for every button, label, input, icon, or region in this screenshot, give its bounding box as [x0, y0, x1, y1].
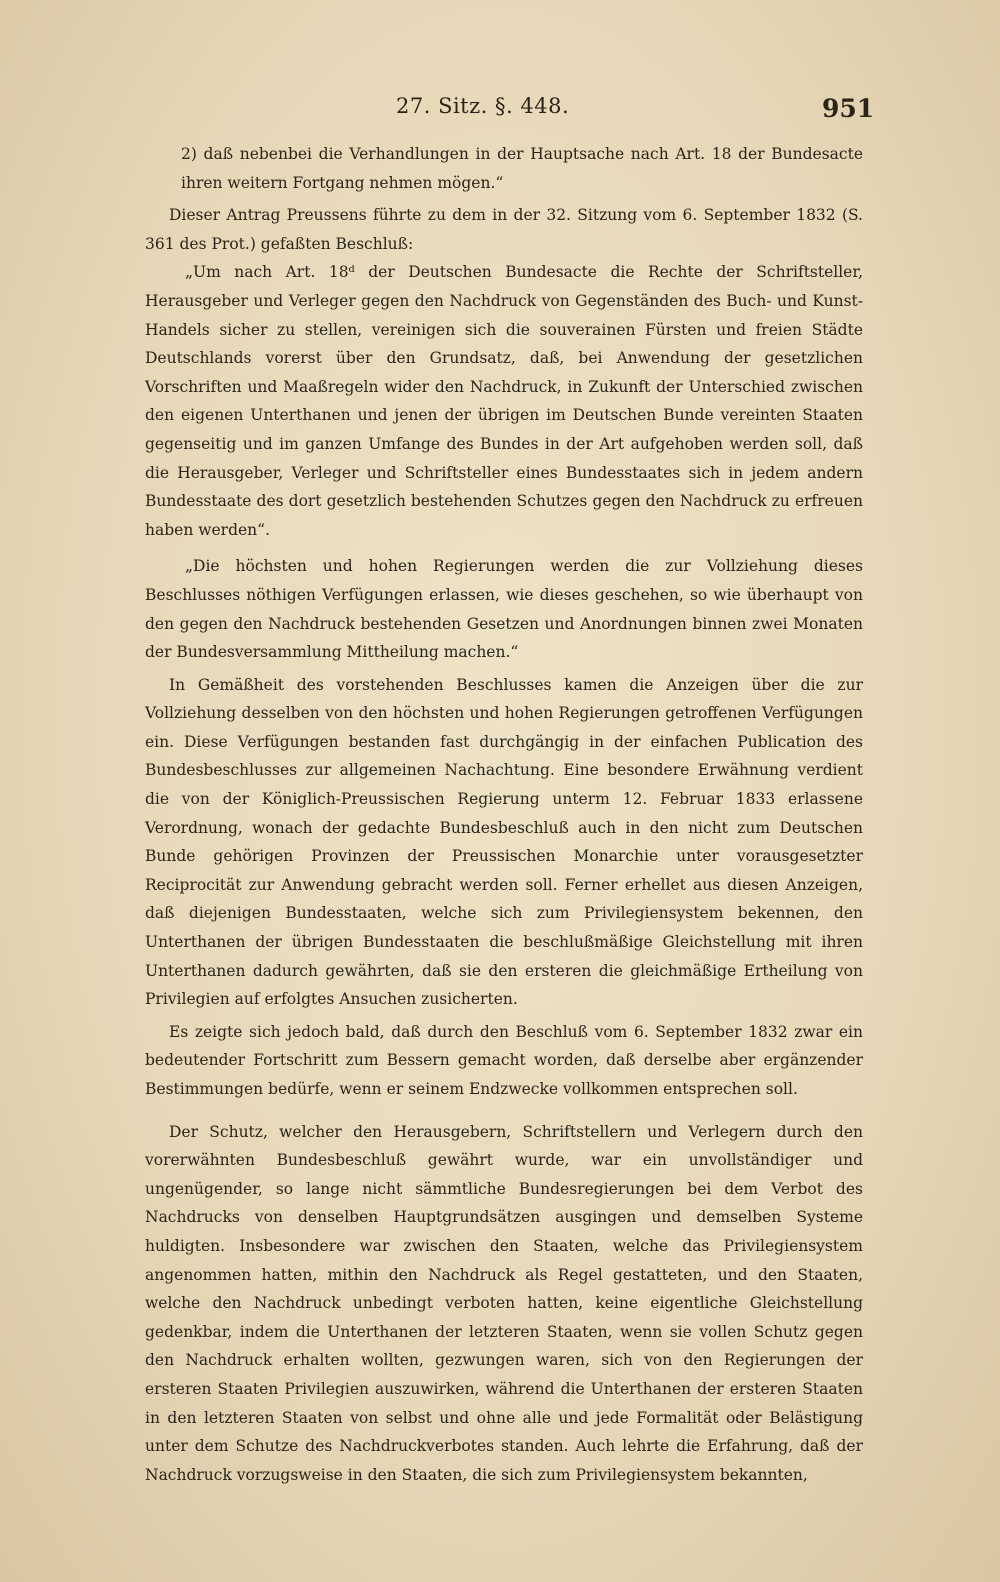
quoted-resolution-1: „Um nach Art. 18ᵈ der Deutschen Bundesacte die Rechte der Schriftsteller, Herausgeber und Verleger gegen den Nachdruck von Gegenständen des Buch- und Kunst-Handels sicher zu stellen, vereinigen sich die souverainen Fürsten und freien Städte Deutschlands vorerst über den Grundsatz, daß, bei Anwendung der gesetzlichen Vorschriften und Maaßregeln wider den Nachdruck, in Zukunft der Unterschied zwischen den eigenen Unterthanen und jenen der übrigen im Deutschen Bunde vereinten Staaten gegenseitig und im ganzen Umfange des Bundes in der Art aufgehoben werden soll, daß die Herausgeber, Verleger und Schriftsteller eines Bundesstaates sich in jedem andern Bundesstaate des dort gesetzlich bestehenden Schutzes gegen den Nachdruck zu erfreuen haben werden“. [145, 263, 863, 539]
paragraph-der-schutz: Der Schutz, welcher den Herausgebern, Schriftstellern und Verlegern durch den vorerwähnten Bundesbeschluß gewährt wurde, war ein unvollständiger und ungenügender, so lange nicht sämmtliche Bundesregierungen bei dem Verbot des Nachdrucks von denselben Hauptgrundsätzen ausgingen und demselben Systeme huldigten. Insbesondere war zwischen den Staaten, welche das Privilegiensystem angenommen hatten, mithin den Nachdruck als Regel gestatteten, und den Staaten, welche den Nachdruck unbedingt verboten hatten, keine eigentliche Gleichstellung gedenkbar, indem die Unterthanen der letzteren Staaten, wenn sie vollen Schutz gegen den Nachdruck erhalten wollten, gezwungen waren, sich von den Regierungen der ersteren Staaten Privilegien auszuwirken, während die Unterthanen der ersteren Staaten in den letzteren Staaten von selbst und ohne alle und jede Formalität oder Belästigung unter dem Schutze des Nachdruckverbotes standen. Auch lehrte die Erfahrung, daß der Nachdruck vorzugsweise in den Staaten, die sich zum Privilegiensystem bekannten, [145, 1122, 863, 1484]
quoted-resolution-2: „Die höchsten und hohen Regierungen werden die zur Vollziehung dieses Beschlusses nöthigen Verfügungen erlassen, wie dieses geschehen, so wie überhaupt von den gegen den Nachdruck bestehenden Gesetzen und Anordnungen binnen zwei Monaten der Bundesversammlung Mittheilung machen.“ [145, 557, 863, 662]
paragraph-gemaessheit: In Gemäßheit des vorstehenden Beschlusses kamen die Anzeigen über die zur Vollziehung desselben von den höchsten und hohen Regierungen getroffenen Verfügungen ein. Diese Verfügungen bestanden fast durchgängig in der einfachen Publication des Bundesbeschlusses zur allgemeinen Nachachtung. Eine besondere Erwähnung verdient die von der Königlich-Preussischen Regierung unterm 12. Februar 1833 erlassene Verordnung, wonach der gedachte Bundesbeschluß auch in den nicht zum Deutschen Bunde gehörigen Provinzen der Preussischen Monarchie unter vorausgesetzter Reciprocität zur Anwendung gebracht werden soll. Ferner erhellet aus diesen Anzeigen, daß diejenigen Bundesstaaten, welche sich zum Privilegiensystem bekennen, den Unterthanen der übrigen Bundesstaaten die beschlußmäßige Gleichstellung mit ihren Unterthanen dadurch gewährten, daß sie den ersteren die gleichmäßige Ertheilung von Privilegien auf erfolgtes Ansuchen zusicherten. [145, 675, 863, 1009]
paragraph-es-zeigte: Es zeigte sich jedoch bald, daß durch den Beschluß vom 6. September 1832 zwar ein bedeutender Fortschritt zum Bessern gemacht worden, daß derselbe aber ergänzender Bestimmungen bedürfe, wenn er seinem Endzwecke vollkommen entsprechen soll. [145, 1022, 863, 1098]
body-text [145, 140, 863, 1489]
paragraph-antrag: Dieser Antrag Preussens führte zu dem in der 32. Sitzung vom 6. September 1832 (S. 361 des Prot.) gefaßten Beschluß: [145, 206, 863, 253]
list-item-2: 2) daß nebenbei die Verhandlungen in der Hauptsache nach Art. 18 der Bundesacte ihren weitern Fortgang nehmen mögen.“ [181, 145, 863, 192]
page-header [0, 94, 1000, 128]
running-head: 27. Sitz. §. 448. [396, 94, 570, 118]
page-number: 951 [822, 94, 875, 123]
